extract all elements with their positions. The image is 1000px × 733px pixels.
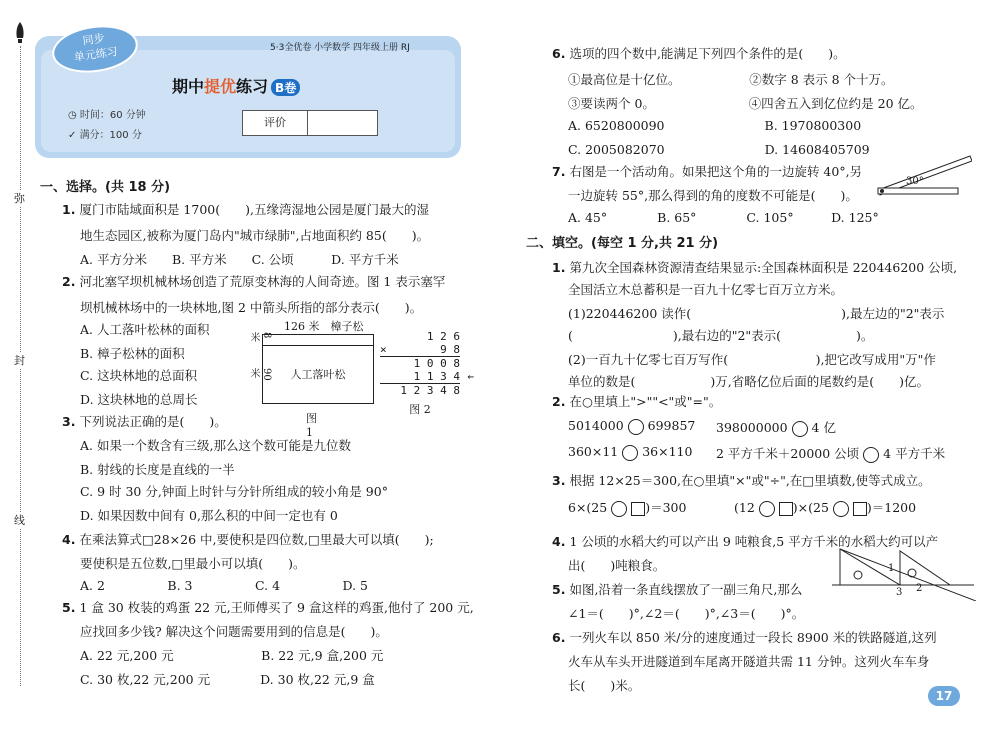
page-title: 期中提优练习 B卷 bbox=[172, 74, 300, 97]
question-text bbox=[568, 116, 861, 134]
question-content: 右图是一个活动角。如果把这个角的一边旋转 40°,另 bbox=[569, 164, 863, 179]
question-text bbox=[568, 326, 873, 344]
compare-circle[interactable] bbox=[863, 447, 879, 463]
question-content: D. 如果因数中间有 0,那么积的中间一定也有 0 bbox=[80, 508, 338, 523]
number-box[interactable] bbox=[853, 502, 867, 516]
question-text bbox=[568, 70, 894, 88]
evaluation-label: 评价 bbox=[243, 111, 308, 135]
question-content: A. 6520800090 B. 1970800300 bbox=[568, 118, 862, 133]
question-line bbox=[568, 652, 929, 670]
question-number: 4. bbox=[552, 534, 566, 549]
question-number: 5. bbox=[62, 600, 76, 615]
question-content: 厦门市陆域面积是 1700( ),五缘湾湿地公园是厦门最大的湿 bbox=[79, 202, 429, 217]
question-line bbox=[568, 556, 665, 574]
question-line bbox=[568, 676, 640, 694]
question-content: (1)220446200 读作( ),最左边的"2"表示 bbox=[568, 306, 945, 321]
question-content: C. 这块林地的总面积 bbox=[80, 368, 198, 383]
question-line bbox=[552, 628, 937, 646]
question-number: 1. bbox=[552, 260, 566, 275]
question-line bbox=[552, 162, 862, 180]
question-content: B. 射线的长度是直线的一半 bbox=[80, 462, 235, 477]
question-content: C. 30 枚,22 元,200 元 D. 30 枚,22 元,9 盒 bbox=[80, 672, 375, 687]
question-text bbox=[568, 280, 843, 298]
volume-badge: B卷 bbox=[271, 79, 300, 96]
angle-label: 3 bbox=[896, 587, 903, 598]
question-content: 下列说法正确的是( )。 bbox=[79, 414, 227, 429]
compare-row: 398000000 4 亿 bbox=[716, 420, 836, 435]
section-fill: 二、填空。(每空 1 分,共 21 分) bbox=[526, 236, 719, 251]
question-line bbox=[62, 598, 474, 616]
question-text bbox=[568, 94, 923, 112]
question-text bbox=[568, 140, 870, 158]
page-number: 17 bbox=[928, 686, 960, 706]
question-content: ③要读两个 0。 ④四舍五入到亿位约是 20 亿。 bbox=[568, 96, 923, 111]
time-info: ◷ 时间：60 分钟 bbox=[68, 110, 146, 121]
operator-circle[interactable] bbox=[833, 501, 849, 517]
question-content: B. 樟子松林的面积 bbox=[80, 346, 185, 361]
figure-2: 1 2 6 × 9 8 1 0 0 8 1 1 3 4 ← 1 2 3 4 8 图 2 bbox=[380, 330, 474, 416]
question-line bbox=[62, 200, 429, 218]
question-number: 6. bbox=[552, 630, 566, 645]
operator-circle[interactable] bbox=[611, 501, 627, 517]
compare-circle[interactable] bbox=[622, 445, 638, 461]
angle-figure bbox=[876, 154, 972, 199]
question-line bbox=[552, 580, 802, 598]
right-page bbox=[500, 0, 1000, 733]
question-content: C. 9 时 30 分,钟面上时针与分针所组成的较小角是 90° bbox=[80, 484, 388, 499]
question-number: 3. bbox=[62, 414, 76, 429]
rocket-icon bbox=[14, 22, 26, 48]
question-text bbox=[568, 208, 879, 226]
question-content: ①最高位是十亿位。 ②数字 8 表示 8 个十万。 bbox=[568, 72, 894, 87]
question-content: 第九次全国森林资源清查结果显示:全国森林面积是 220446200 公顷, bbox=[569, 260, 958, 275]
question-line bbox=[552, 44, 846, 62]
question-content: 1 盒 30 枚装的鸡蛋 22 元,王师傅买了 9 盒这样的鸡蛋,他付了 200 元, bbox=[79, 600, 474, 615]
question-content: A. 45° B. 65° C. 105° D. 125° bbox=[568, 210, 879, 225]
question-text bbox=[80, 366, 197, 384]
question-text bbox=[80, 670, 375, 688]
question-text bbox=[80, 622, 388, 640]
question-content: ( ),最右边的"2"表示( )。 bbox=[568, 328, 874, 343]
question-text bbox=[80, 344, 185, 362]
question-content: 出( )吨粮食。 bbox=[568, 558, 666, 573]
equation-row: (12 )×(25 )＝1200 bbox=[734, 500, 917, 515]
arrow-icon: ← bbox=[467, 370, 474, 383]
score-info: ✓ 满分：100 分 bbox=[68, 130, 142, 141]
compare-row: 360×11 36×110 bbox=[568, 444, 693, 459]
question-content: A. 如果一个数含有三级,那么这个数可能是九位数 bbox=[80, 438, 351, 453]
question-text bbox=[568, 372, 929, 390]
series-info: 5·3全优卷 小学数学 四年级上册 RJ bbox=[270, 43, 410, 53]
question-number: 1. bbox=[62, 202, 76, 217]
question-content: 火车从车头开进隧道到车尾离开隧道共需 11 分钟。这列火车车身 bbox=[568, 654, 930, 669]
question-text bbox=[568, 350, 936, 368]
question-content: 在乘法算式□28×26 中,要使积是四位数,□里最大可以填( ); bbox=[79, 532, 434, 547]
compare-row: 5014000 699857 bbox=[568, 418, 696, 433]
question-text bbox=[80, 226, 429, 244]
question-content: 长( )米。 bbox=[568, 678, 641, 693]
section-choice: 一、选择。(共 18 分) bbox=[40, 180, 171, 195]
unit-badge: 同步 单元练习 bbox=[49, 20, 141, 78]
question-content: C. 2005082070 D. 14608405709 bbox=[568, 142, 870, 157]
question-text bbox=[80, 576, 368, 594]
question-content: A. 22 元,200 元 B. 22 元,9 盒,200 元 bbox=[80, 648, 384, 663]
question-line bbox=[62, 530, 434, 548]
question-content: A. 人工落叶松林的面积 bbox=[80, 322, 210, 337]
question-content: (2)一百九十亿零七百万写作( ),把它改写成用"万"作 bbox=[568, 352, 936, 367]
question-content: 全国活立木总蓄积是一百九十亿零七百万立方米。 bbox=[568, 282, 844, 297]
question-text bbox=[80, 646, 383, 664]
question-content: 选项的四个数中,能满足下列四个条件的是( )。 bbox=[569, 46, 846, 61]
number-box[interactable] bbox=[779, 502, 793, 516]
question-content: 如图,沿着一条直线摆放了一副三角尺,那么 bbox=[569, 582, 803, 597]
compare-circle[interactable] bbox=[628, 419, 644, 435]
question-2: 2. 在○里填上">""<"或"="。 bbox=[552, 394, 722, 409]
question-text bbox=[80, 554, 306, 572]
question-line bbox=[568, 604, 804, 622]
equation-row: 6×(25 )＝300 bbox=[568, 500, 687, 515]
question-number: 6. bbox=[552, 46, 566, 61]
compare-circle[interactable] bbox=[792, 421, 808, 437]
question-text bbox=[80, 460, 235, 478]
question-content: A. 2 B. 3 C. 4 D. 5 bbox=[80, 578, 369, 593]
question-content: 河北塞罕坝机械林场创造了荒原变林海的人间奇迹。图 1 表示塞罕 bbox=[79, 274, 446, 289]
question-content: A. 平方分米 B. 平方米 C. 公顷 D. 平方千米 bbox=[80, 252, 399, 267]
left-page: 弥 封 线 同步 单元练习 5·3全优卷 小学数学 四年级上册 RJ 期中提优练习 B卷 ◷ 时间：60 分钟 ✓ 满分：100 分 评价 一、选择。(共 18 分) 1. 厦门市陆域面积是 1700( ),五缘湾湿地公园是厦门最大的湿 地生态园区,被称为厦门岛内"城市绿肺",占地面积约 85( )。 A. 平方分米 B. 平方米 C. 公顷 D. 平方千米 2. 河北塞罕坝机械林场创造了荒原变林海的人间奇迹。图 1 表示塞罕 坝机械林场中的一块林地,图 2 中箭头所指的部分表示( )。 A. 人工落叶松林的面积 B. 樟子松林的面积 C. 这块林地的总面积 D. 这块林地的总周长 3. 下列说法正确的是( )。 A. 如果一个数含有三级,那么这个数可能是九位数 B. 射线的长度是直线的一半 C. 9 时 30 分,钟面上时针与分针所组成的较小角是 90° D. 如果因数中间有 0,那么积的中间一定也有 0 4. 在乘法算式□28×26 中,要使积是四位数,□里最大可以填( ); 要使积是五位数,□里最小可以填( )。 A. 2 B. 3 C. 4 D. 5 5. 1 盒 30 枚装的鸡蛋 22 元,王师傅买了 9 盒这样的鸡蛋,他付了 200 元, 应找回多少钱? 解决这个问题需要用到的信息是( )。 A. 22 元,200 元 B. 22 元,9 盒,200 元 C. 30 枚,22 元,200 元 D. 30 枚,22 元,9 盒 126 米 樟子松 8 米 90 米 人工落叶松 图 1 1 2 6 × 9 8 1 0 0 8 1 1 3 4 ← 1 2 3 4 8 图 2 bbox=[0, 0, 495, 733]
question-line bbox=[552, 258, 957, 276]
question-text bbox=[80, 298, 422, 316]
question-text bbox=[568, 186, 858, 204]
triangle-ruler-figure bbox=[830, 545, 976, 604]
angle-label: 30° bbox=[906, 176, 924, 187]
question-content: 地生态园区,被称为厦门岛内"城市绿肺",占地面积约 85( )。 bbox=[80, 228, 430, 243]
question-content: 单位的数是( )万,省略亿位后面的尾数约是( )亿。 bbox=[568, 374, 929, 389]
question-text bbox=[80, 320, 209, 338]
question-content: 一边旋转 55°,那么得到的角的度数不可能是( )。 bbox=[568, 188, 858, 203]
margin-mark: 线 bbox=[14, 514, 25, 527]
question-text bbox=[80, 506, 338, 524]
question-content: 1 公顷的水稻大约可以产出 9 吨粮食,5 平方千米的水稻大约可以产 bbox=[569, 534, 939, 549]
number-box[interactable] bbox=[631, 502, 645, 516]
question-line bbox=[62, 272, 445, 290]
question-number: 5. bbox=[552, 582, 566, 597]
evaluation-box bbox=[242, 110, 378, 136]
question-text bbox=[80, 250, 399, 268]
question-3: 3. 根据 12×25＝300,在○里填"×"或"÷",在□里填数,使等式成立。 bbox=[552, 473, 931, 488]
question-content: ∠1＝( )°,∠2＝( )°,∠3＝( )°。 bbox=[568, 606, 805, 621]
operator-circle[interactable] bbox=[759, 501, 775, 517]
question-content: 要使积是五位数,□里最小可以填( )。 bbox=[80, 556, 306, 571]
question-number: 4. bbox=[62, 532, 76, 547]
question-text bbox=[80, 390, 198, 408]
question-text bbox=[568, 304, 944, 322]
margin-mark: 弥 bbox=[14, 192, 25, 205]
question-content: D. 这块林地的总周长 bbox=[80, 392, 198, 407]
question-content: 应找回多少钱? 解决这个问题需要用到的信息是( )。 bbox=[80, 624, 388, 639]
angle-label: 1 bbox=[888, 563, 895, 574]
question-line bbox=[62, 412, 227, 430]
angle-label: 2 bbox=[916, 583, 923, 594]
margin-mark: 封 bbox=[14, 354, 25, 367]
question-content: 一列火车以 850 米/分的速度通过一段长 8900 米的铁路隧道,这列 bbox=[569, 630, 937, 645]
question-content: 坝机械林场中的一块林地,图 2 中箭头所指的部分表示( )。 bbox=[80, 300, 423, 315]
question-number: 2. bbox=[62, 274, 76, 289]
question-text bbox=[80, 482, 388, 500]
compare-row: 2 平方千米＋20000 公顷 4 平方千米 bbox=[716, 446, 946, 461]
question-number: 7. bbox=[552, 164, 566, 179]
